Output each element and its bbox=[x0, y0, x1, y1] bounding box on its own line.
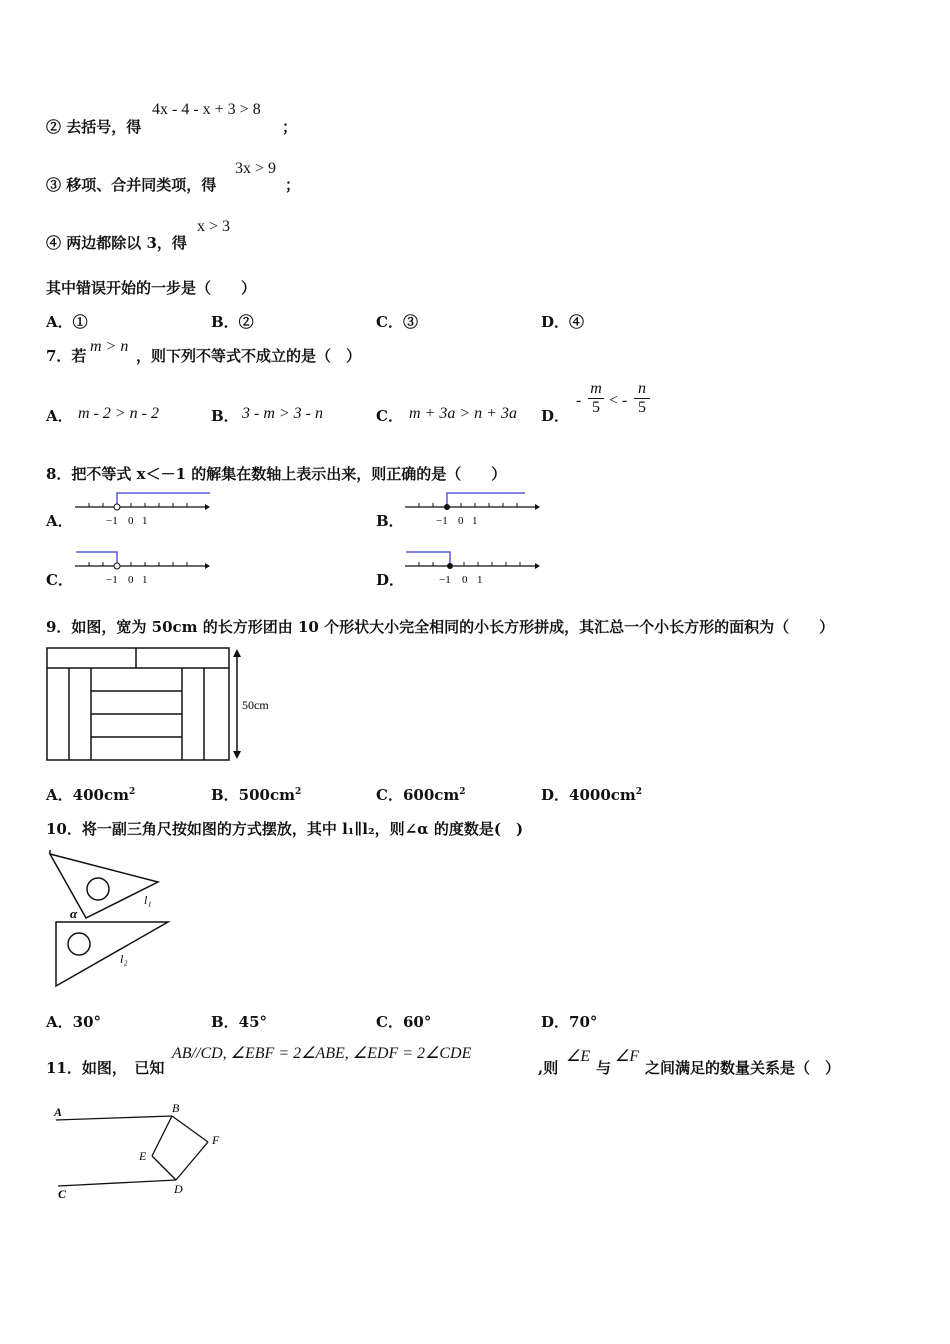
q9-option-c[interactable] bbox=[376, 784, 466, 805]
q7-condition: m > n bbox=[90, 338, 129, 355]
q8-a-tick-minus1: −1 bbox=[106, 515, 118, 527]
step-4-label: ④ 两边都除以 3，得 bbox=[46, 234, 187, 252]
q11-parallel-lines-figure bbox=[44, 1096, 244, 1206]
q9-option-d-sup: 2 bbox=[635, 787, 643, 797]
q10-triangles-figure bbox=[44, 848, 174, 990]
q9-rectangle-figure bbox=[44, 645, 284, 765]
q9-option-c-sup: 2 bbox=[459, 787, 466, 797]
q8-stem: 8．把不等式 x＜－1 的解集在数轴上表示出来，则正确的是（ ） bbox=[46, 465, 507, 483]
q7-d-num-left: m bbox=[588, 380, 604, 399]
q11-label-c: C bbox=[58, 1187, 67, 1201]
q7-d-fraction-right bbox=[634, 380, 650, 417]
q11-angle-f: ∠F bbox=[615, 1048, 640, 1065]
q7-option-d-label[interactable]: D． bbox=[541, 407, 570, 425]
step-2-label: ② 去括号，得 bbox=[46, 118, 142, 136]
q8-d-tick-1: 1 bbox=[477, 574, 483, 586]
q8-number-line-a bbox=[70, 488, 215, 532]
q11-stem-prefix: 11．如图， 已知 bbox=[46, 1059, 165, 1077]
step-3-end: ； bbox=[285, 176, 301, 194]
q11-label-a: A bbox=[54, 1105, 63, 1119]
q9-option-b[interactable] bbox=[211, 784, 301, 805]
q11-stem-suffix: 之间满足的数量关系是（ ） bbox=[645, 1059, 841, 1077]
q6-stem: 其中错误开始的一步是（ ） bbox=[46, 279, 257, 297]
q6-option-c[interactable]: C．③ bbox=[376, 313, 418, 331]
q8-d-tick-0: 0 bbox=[462, 574, 468, 586]
q8-b-tick-minus1: −1 bbox=[436, 515, 448, 527]
q9-stem: 9．如图，宽为 50cm 的长方形团由 10 个形状大小完全相同的小长方形拼成，其汇总一个小长方形的面积为（ ） bbox=[46, 618, 835, 636]
q7-option-a-label[interactable]: A． bbox=[46, 407, 73, 425]
q7-option-c-label[interactable]: C． bbox=[376, 407, 403, 425]
q9-option-b-sup: 2 bbox=[295, 787, 302, 797]
q9-option-a-sup: 2 bbox=[128, 787, 136, 797]
q8-option-a-label[interactable]: A． bbox=[46, 512, 73, 530]
q7-d-den-right: 5 bbox=[638, 399, 646, 416]
q11-angle-e: ∠E bbox=[566, 1048, 591, 1065]
q10-alpha-label: α bbox=[70, 906, 78, 921]
step-4-expression: x > 3 bbox=[197, 218, 231, 235]
q6-option-d[interactable]: D．④ bbox=[541, 313, 585, 331]
q7-d-minus-1: - bbox=[576, 392, 582, 409]
q10-stem: 10．将一副三角尺按如图的方式摆放，其中 l₁∥l₂，则∠α 的度数是( ) bbox=[46, 820, 524, 838]
q7-d-relation: < bbox=[609, 392, 619, 409]
q9-option-d-text: D．4000cm bbox=[541, 786, 636, 804]
q11-mid-2: 与 bbox=[596, 1059, 612, 1077]
q8-option-c-label[interactable]: C． bbox=[46, 571, 73, 589]
q7-stem-suffix: ，则下列不等式不成立的是（ ） bbox=[136, 347, 362, 365]
step-3-label: ③ 移项、合并同类项，得 bbox=[46, 176, 217, 194]
q8-c-tick-minus1: −1 bbox=[106, 574, 118, 586]
step-2-end: ； bbox=[282, 118, 298, 136]
q7-option-a-expr: m - 2 > n - 2 bbox=[78, 405, 160, 422]
q8-c-tick-1: 1 bbox=[142, 574, 148, 586]
q9-option-d[interactable] bbox=[541, 784, 642, 805]
q11-label-d: D bbox=[174, 1182, 183, 1196]
q7-option-b-label[interactable]: B． bbox=[211, 407, 239, 425]
step-2-expression: 4x - 4 - x + 3 > 8 bbox=[152, 101, 261, 118]
q7-stem-prefix: 7．若 bbox=[46, 347, 87, 365]
q9-option-b-text: B．500cm bbox=[211, 786, 295, 804]
q7-d-den-left: 5 bbox=[592, 399, 600, 416]
q7-d-fraction-left bbox=[588, 380, 604, 417]
q10-option-d[interactable]: D．70° bbox=[541, 1013, 598, 1031]
q9-width-label: 50cm bbox=[242, 698, 269, 712]
q7-d-minus-2: - bbox=[622, 392, 628, 409]
q10-l2-label: l₂ bbox=[120, 952, 128, 966]
q8-number-line-b bbox=[400, 488, 545, 532]
q7-option-c-expr: m + 3a > n + 3a bbox=[409, 405, 517, 422]
q8-number-line-d bbox=[400, 547, 545, 591]
q8-option-d-label[interactable]: D． bbox=[376, 571, 405, 589]
q10-l1-label: l₁ bbox=[144, 893, 152, 907]
q8-d-tick-minus1: −1 bbox=[439, 574, 451, 586]
q10-option-c[interactable]: C．60° bbox=[376, 1013, 432, 1031]
q11-label-e: E bbox=[139, 1149, 147, 1163]
q10-option-a[interactable]: A．30° bbox=[46, 1013, 102, 1031]
step-3-expression: 3x > 9 bbox=[235, 160, 277, 177]
q11-label-f: F bbox=[212, 1133, 220, 1147]
q7-option-b-expr: 3 - m > 3 - n bbox=[242, 405, 324, 422]
q6-option-a[interactable]: A．① bbox=[46, 313, 88, 331]
q9-option-c-text: C．600cm bbox=[376, 786, 460, 804]
q10-option-b[interactable]: B．45° bbox=[211, 1013, 268, 1031]
q8-a-tick-1: 1 bbox=[142, 515, 148, 527]
q8-b-tick-1: 1 bbox=[472, 515, 478, 527]
q11-given: AB//CD, ∠EBF = 2∠ABE, ∠EDF = 2∠CDE bbox=[172, 1045, 472, 1062]
q8-b-tick-0: 0 bbox=[458, 515, 464, 527]
q6-option-b[interactable]: B．② bbox=[211, 313, 254, 331]
q9-option-a-text: A．400cm bbox=[46, 786, 129, 804]
q8-number-line-c bbox=[70, 547, 215, 591]
q8-c-tick-0: 0 bbox=[128, 574, 134, 586]
q9-option-a[interactable] bbox=[46, 784, 135, 805]
q11-label-b: B bbox=[172, 1101, 180, 1115]
q11-mid-1: ,则 bbox=[538, 1059, 559, 1077]
q7-d-num-right: n bbox=[634, 380, 650, 399]
q8-a-tick-0: 0 bbox=[128, 515, 134, 527]
q8-option-b-label[interactable]: B． bbox=[376, 512, 404, 530]
